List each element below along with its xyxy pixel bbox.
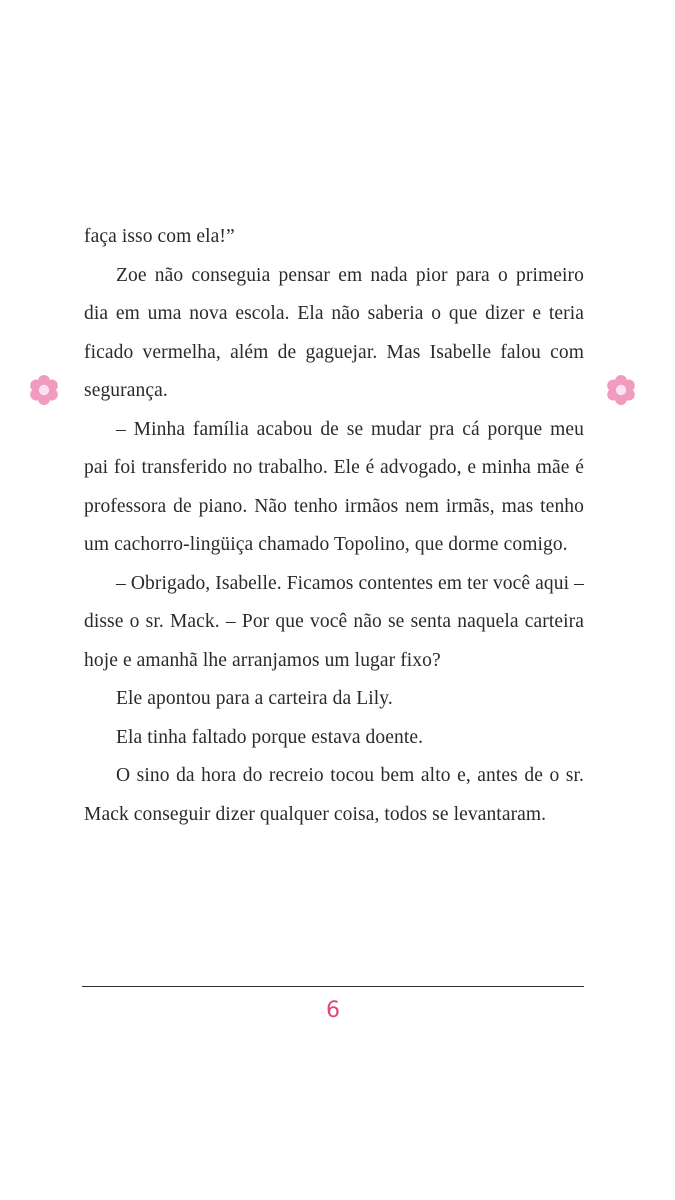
paragraph: O sino da hora do recreio tocou bem alto e, antes de o sr. Mack conseguir dizer qualquer coisa, todos se levantaram. bbox=[84, 765, 584, 825]
page-number: 6 bbox=[326, 998, 340, 1023]
footer-divider bbox=[82, 986, 584, 987]
paragraph: Zoe não conseguia pensar em nada pior para o primeiro dia em uma nova escola. Ela não saberia o que dizer e teria ficado vermelha, além de gaguejar. Mas Isabelle falou com segurança. bbox=[84, 264, 584, 401]
paragraph: – Minha família acabou de se mudar pra cá porque meu pai foi transferido no trabalho. Ele é advogado, e minha mãe é professora de piano. Não tenho irmãos nem irmãs, mas tenho um cachorro-lingüiça chamado Topolino, que dorme comigo. bbox=[84, 418, 584, 555]
body-text bbox=[84, 218, 584, 834]
flower-icon bbox=[27, 373, 61, 407]
flower-icon bbox=[604, 373, 638, 407]
paragraph: – Obrigado, Isabelle. Ficamos contentes em ter você aqui – disse o sr. Mack. – Por que você não se senta naquela carteira hoje e amanhã lhe arranjamos um lugar fixo? bbox=[84, 572, 584, 671]
paragraph: faça isso com ela!” bbox=[84, 226, 235, 247]
paragraph: Ela tinha faltado porque estava doente. bbox=[116, 726, 424, 748]
paragraph: Ele apontou para a carteira da Lily. bbox=[116, 688, 393, 709]
